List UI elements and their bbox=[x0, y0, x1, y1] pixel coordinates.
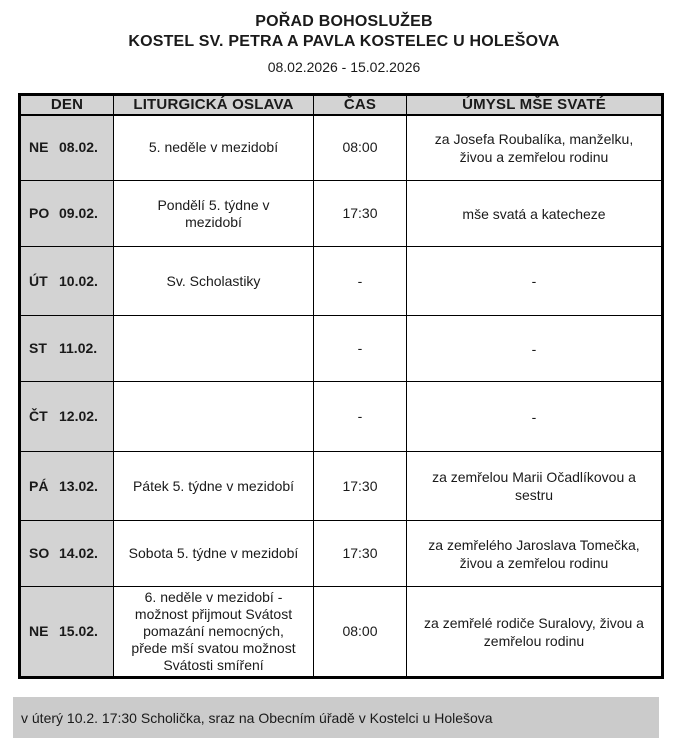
table-row-thursday-1202 bbox=[20, 382, 663, 452]
date-range: 08.02.2026 - 15.02.2026 bbox=[267, 59, 421, 75]
time-cell: 17:30 bbox=[314, 181, 407, 247]
celebration-cell: 5. neděle v mezidobí bbox=[114, 115, 314, 181]
time-cell: - bbox=[314, 247, 407, 316]
table-row-monday-0902 bbox=[20, 181, 663, 247]
day-abbr: NE bbox=[29, 139, 49, 156]
day-abbr: NE bbox=[29, 623, 49, 639]
table-row-friday-1302 bbox=[20, 452, 663, 521]
document-title: POŘAD BOHOSLUŽEB bbox=[255, 13, 433, 30]
intention-cell: za zemřelé rodiče Suralovy, živou a zemřelou rodinu bbox=[407, 587, 663, 678]
celebration-cell: Pátek 5. týdne v mezidobí bbox=[114, 452, 314, 521]
table-row-saturday-1402 bbox=[20, 521, 663, 587]
day-cell bbox=[20, 382, 114, 452]
intention-cell: mše svatá a katecheze bbox=[407, 181, 663, 247]
day-date: 14.02. bbox=[59, 545, 98, 561]
day-abbr: PO bbox=[29, 205, 50, 221]
intention-cell: za Josefa Roubalíka, manželku, živou a zemřelou rodinu bbox=[407, 115, 663, 181]
intention-cell: - bbox=[407, 382, 663, 452]
footer-note-bar bbox=[13, 697, 659, 738]
footer-note-text: v úterý 10.2. 17:30 Scholička, sraz na Obecním úřadě v Kostelci u Holešova bbox=[21, 709, 493, 726]
schedule-table bbox=[18, 93, 664, 679]
day-abbr: ČT bbox=[29, 408, 48, 424]
celebration-cell: Sobota 5. týdne v mezidobí bbox=[114, 521, 314, 587]
day-abbr: SO bbox=[29, 545, 50, 561]
day-cell bbox=[20, 247, 114, 316]
day-abbr: ÚT bbox=[29, 272, 48, 289]
intention-cell: - bbox=[407, 247, 663, 316]
table-row-sunday-1502 bbox=[20, 587, 663, 678]
day-date: 09.02. bbox=[59, 205, 98, 221]
time-cell: 08:00 bbox=[314, 587, 407, 678]
time-cell: - bbox=[314, 316, 407, 382]
day-date: 11.02. bbox=[59, 340, 98, 356]
table-row-sunday-0802 bbox=[20, 115, 663, 181]
celebration-cell bbox=[114, 316, 314, 382]
day-cell bbox=[20, 587, 114, 678]
day-date: 10.02. bbox=[59, 272, 98, 289]
time-cell: 08:00 bbox=[314, 115, 407, 181]
time-cell: 17:30 bbox=[314, 521, 407, 587]
day-abbr: PÁ bbox=[29, 477, 49, 494]
day-date: 13.02. bbox=[59, 477, 98, 494]
table-row-wednesday-1102 bbox=[20, 316, 663, 382]
column-header-time: ČAS bbox=[314, 95, 407, 115]
day-cell bbox=[20, 521, 114, 587]
column-header-day: DEN bbox=[20, 95, 114, 115]
celebration-cell: 6. neděle v mezidobí - možnost přijmout Svátost pomazání nemocných, přede mší svatou možnost Svátosti smíření bbox=[114, 587, 314, 678]
day-cell bbox=[20, 316, 114, 382]
time-cell: 17:30 bbox=[314, 452, 407, 521]
day-date: 08.02. bbox=[59, 139, 98, 156]
celebration-cell: Pondělí 5. týdne v mezidobí bbox=[114, 181, 314, 247]
day-cell bbox=[20, 181, 114, 247]
column-header-intention: ÚMYSL MŠE SVATÉ bbox=[407, 95, 663, 115]
day-date: 15.02. bbox=[59, 623, 98, 639]
day-cell bbox=[20, 115, 114, 181]
intention-cell: za zemřelou Marii Očadlíkovou a sestru bbox=[407, 452, 663, 521]
table-row-tuesday-1002 bbox=[20, 247, 663, 316]
intention-cell: - bbox=[407, 316, 663, 382]
time-cell: - bbox=[314, 382, 407, 452]
day-date: 12.02. bbox=[59, 408, 98, 424]
header-row bbox=[20, 95, 663, 115]
intention-cell: za zemřelého Jaroslava Tomečka, živou a zemřelou rodinu bbox=[407, 521, 663, 587]
day-cell bbox=[20, 452, 114, 521]
column-header-celebration: LITURGICKÁ OSLAVA bbox=[114, 95, 314, 115]
day-abbr: ST bbox=[29, 340, 47, 356]
church-name: KOSTEL SV. PETRA A PAVLA KOSTELEC U HOLEŠOVA bbox=[128, 33, 560, 50]
celebration-cell: Sv. Scholastiky bbox=[114, 247, 314, 316]
celebration-cell bbox=[114, 382, 314, 452]
document-header bbox=[0, 0, 688, 76]
